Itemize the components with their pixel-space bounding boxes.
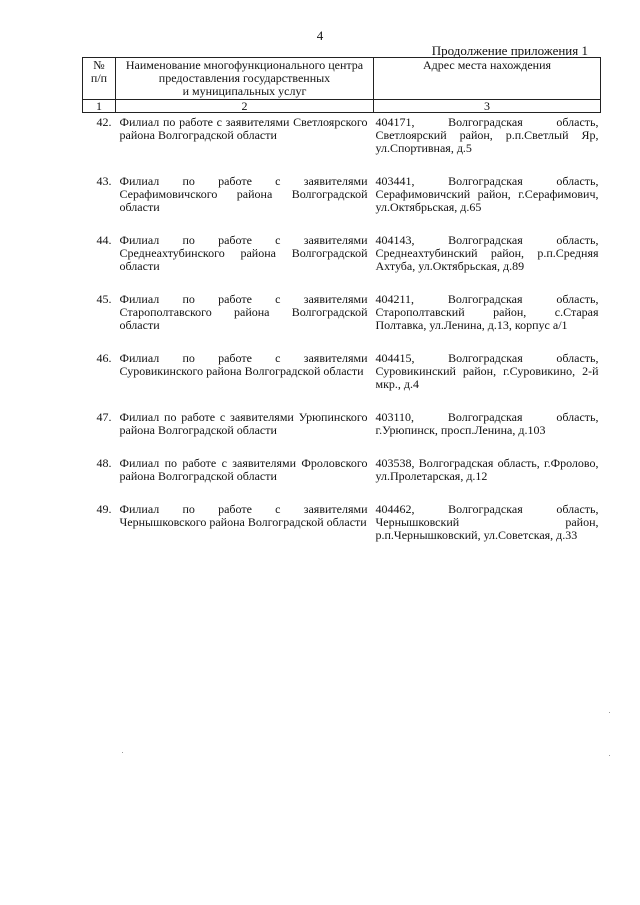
center-name: Филиал по работе с заявителями Серафимовичского района Волгоградской области [119,174,368,214]
center-name: Филиал по работе с заявителями Урюпинского района Волгоградской области [119,410,368,437]
table-header-row [83,58,601,100]
header-address: Адрес места нахождения [374,58,601,100]
column-index-row [83,100,601,113]
center-name: Филиал по работе с заявителями Старополтавского района Волгоградской области [119,292,368,332]
table-row [83,287,601,346]
table-row [83,451,601,497]
table-row [83,228,601,287]
row-number: 48. [96,456,112,470]
header-num [83,58,116,100]
center-name: Филиал по работе с заявителями Суровикинского района Волгоградской области [119,351,368,378]
scan-speck [609,712,610,713]
center-address: 403110, Волгоградская область, г.Урюпинск, просп.Ленина, д.103 [375,410,599,437]
center-name: Филиал по работе с заявителями Фроловского района Волгоградской области [119,456,368,483]
column-index-3: 3 [374,100,601,113]
header-num-line2: п/п [90,71,108,85]
center-address: 403538, Волгоградская область, г.Фролово, ул.Пролетарская, д.12 [375,456,599,483]
table-row [83,497,601,556]
center-address: 404143, Волгоградская область, Среднеахтубинский район, р.п.Средняя Ахтуба, ул.Октябрьская, д.89 [375,233,599,273]
row-number: 47. [96,410,112,424]
center-address: 404415, Волгоградская область, Суровикинский район, г.Суровикино, 2-й мкр., д.4 [375,351,599,391]
column-index-1: 1 [83,100,116,113]
row-number: 43. [96,174,112,188]
scan-speck [609,755,610,756]
row-number: 46. [96,351,112,365]
center-address: 404211, Волгоградская область, Старополтавский район, с.Старая Полтавка, ул.Ленина, д.13, корпус а/1 [375,292,599,332]
continuation-label: Продолжение приложения 1 [431,43,588,58]
center-name: Филиал по работе с заявителями Чернышковского района Волгоградской области [119,502,368,529]
row-number: 45. [96,292,112,306]
center-name: Филиал по работе с заявителями Среднеахтубинского района Волгоградской области [119,233,368,273]
row-number: 49. [96,502,112,516]
header-num-line1: № [93,58,105,72]
table-row [83,405,601,451]
header-name-line3: и муниципальных услуг [182,84,307,98]
center-name: Филиал по работе с заявителями Светлоярского района Волгоградской области [119,115,368,142]
header-name-line1: Наименование многофункционального центра [125,58,364,72]
center-address: 403441, Волгоградская область, Серафимовичский район, г.Серафимович, ул.Октябрьская, д.65 [375,174,599,214]
scan-speck [122,752,123,753]
table-row [83,113,601,170]
table-row [83,346,601,405]
row-number: 42. [96,115,112,129]
center-address: 404171, Волгоградская область, Светлоярский район, р.п.Светлый Яр, ул.Спортивная, д.5 [375,115,599,155]
page-number: 4 [316,28,324,43]
appendix-table [82,57,601,556]
table-row [83,169,601,228]
row-number: 44. [96,233,112,247]
column-index-2: 2 [116,100,374,113]
center-address: 404462, Волгоградская область, Чернышковский район, р.п.Чернышковский, ул.Советская, д.33 [375,502,599,542]
header-name-line2: предоставления государственных [158,71,331,85]
header-name [116,58,374,100]
